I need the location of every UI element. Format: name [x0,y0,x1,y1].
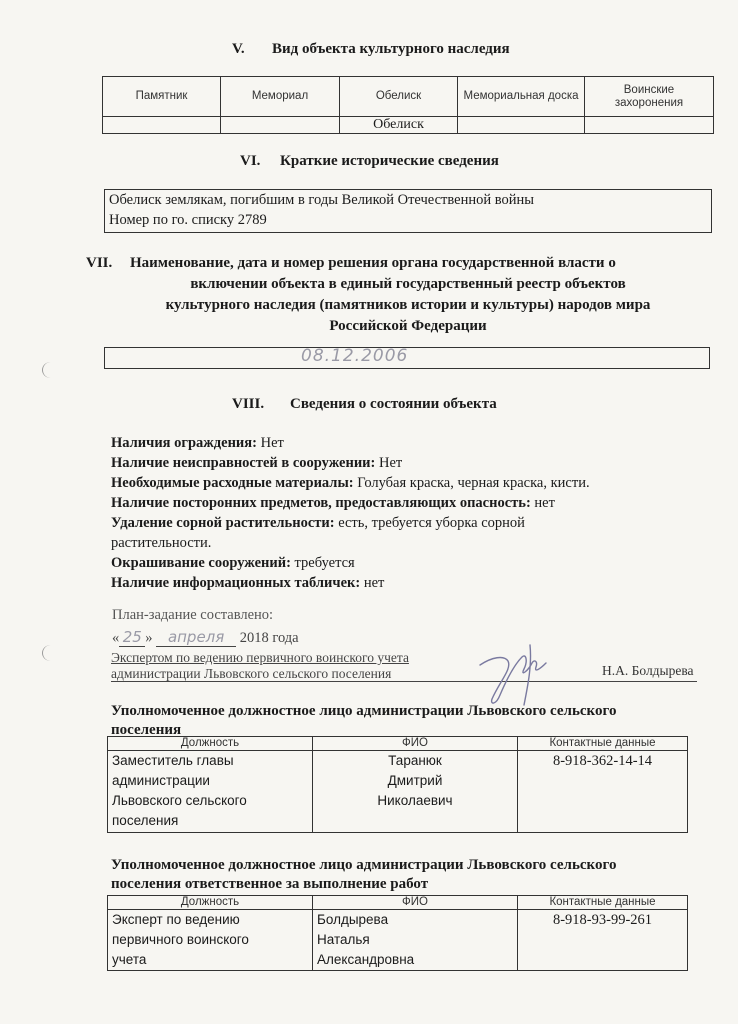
condition-value: есть, требуется уборка сорной [334,515,525,531]
condition-label: Наличия ограждения: [111,435,257,451]
header-cell: ФИО [313,737,518,751]
official-2-table [107,895,688,971]
name-line: Таранюк [388,753,442,768]
condition-item [111,573,711,593]
value-cell [221,117,340,134]
handwritten-month: апреля [156,628,236,647]
official-2-title-line: поселения ответственное за выполнение работ [111,876,429,892]
quote-close: » [145,630,153,646]
section-7-title-line: культурного наследия (памятников истории и культуры) народов мира [165,297,651,313]
name-cell [313,751,518,833]
condition-value: растительности. [111,535,212,551]
section-8-title: Сведения о состоянии объекта [290,396,497,412]
condition-value: Голубая краска, черная краска, кисти. [353,475,590,491]
name-line: Болдырева [317,912,389,927]
signer-name: Н.А. Болдырева [602,663,694,678]
value-cell: Обелиск [340,117,458,134]
condition-value: Нет [375,455,403,471]
section-6-heading [240,153,499,170]
quote-open: « [112,630,120,646]
position-line: Эксперт по ведению [112,912,240,927]
section-7-title-line: Наименование, дата и номер решения органа государственной власти о [130,255,616,271]
header-cell: Памятник [103,77,221,117]
condition-item [111,473,711,493]
position-line: поселения [112,813,179,828]
section-5-title: Вид объекта культурного наследия [272,41,510,57]
section-6-number: VI. [240,153,261,169]
section-7-number: VII. [86,255,113,271]
section-5-number: V. [232,41,245,57]
condition-item [111,493,711,513]
condition-item [111,453,711,473]
position-cell [108,910,313,971]
plan-author-line: администрации Львовского сельского поселения [111,666,392,681]
section-8-heading [232,396,497,413]
plan-year: 2018 года [239,630,299,646]
name-cell [313,910,518,971]
section-6-title: Краткие исторические сведения [280,153,499,169]
official-1-title-line: поселения [111,722,182,738]
value-cell [103,117,221,134]
position-line: администрации [112,773,210,788]
header-cell: Обелиск [340,77,458,117]
condition-value: нет [360,575,385,591]
condition-list [111,433,711,593]
condition-label: Наличие неисправностей в сооружении: [111,455,376,471]
header-cell: ФИО [313,896,518,910]
registry-decision-box [104,347,710,369]
condition-value: Нет [256,435,284,451]
position-line: первичного воинского [112,932,249,947]
condition-item [111,553,711,573]
name-line: Дмитрий [387,773,443,788]
plan-date [112,628,299,647]
condition-label: Удаление сорной растительности: [111,515,335,531]
plan-author [111,650,409,682]
historical-info-line: Номер по го. списку 2789 [109,212,267,228]
historical-info-line: Обелиск землякам, погибшим в годы Великой Отечественной войны [109,192,534,208]
name-line: Николаевич [377,793,453,808]
official-2-title-line: Уполномоченное должностное лицо администрации Львовского сельского [111,857,617,873]
handwritten-date: 08.12.2006 [301,346,409,366]
condition-item [111,513,711,533]
position-line: учета [112,952,147,967]
condition-value: требуется [290,555,355,571]
section-7-title-line: включении объекта в единый государственный реестр объектов [190,276,626,292]
official-2-heading [111,856,616,894]
header-cell: Контактные данные [518,896,688,910]
contact-cell: 8-918-93-99-261 [518,910,688,971]
condition-item [111,433,711,453]
position-line: Львовского сельского [112,793,247,808]
value-cell [585,117,714,134]
contact-cell: 8-918-362-14-14 [518,751,688,833]
header-cell: Мемориальная доска [458,77,585,117]
official-1-table [107,736,688,833]
header-cell: Воинские захоронения [585,77,714,117]
header-cell: Должность [108,896,313,910]
official-1-title-line: Уполномоченное должностное лицо администрации Львовского сельского [111,703,617,719]
condition-label: Наличие информационных табличек: [111,575,361,591]
section-8-number: VIII. [232,396,265,412]
punch-hole-mark [42,362,59,378]
section-7-heading [86,253,686,337]
signature-line [111,681,697,682]
signature-mark [470,625,560,710]
condition-label: Наличие посторонних предметов, предоставляющих опасность: [111,495,531,511]
condition-label: Необходимые расходные материалы: [111,475,354,491]
header-cell: Должность [108,737,313,751]
position-cell [108,751,313,833]
header-cell: Мемориал [221,77,340,117]
historical-info-box [104,189,712,233]
condition-item [111,533,711,553]
header-cell: Контактные данные [518,737,688,751]
punch-hole-mark [42,645,59,661]
section-5-heading [232,41,510,58]
position-line: Заместитель главы [112,753,234,768]
official-1-heading [111,702,616,740]
plan-label: План-задание составлено: [112,607,274,623]
handwritten-day: 25 [119,628,145,647]
condition-value: нет [530,495,555,511]
condition-label: Окрашивание сооружений: [111,555,291,571]
section-7-title-line: Российской Федерации [329,318,487,334]
name-line: Александровна [317,952,415,967]
value-cell [458,117,585,134]
heritage-type-table [102,76,714,134]
name-line: Наталья [317,932,370,947]
plan-author-line: Экспертом по ведению первичного воинского учета [111,650,409,665]
